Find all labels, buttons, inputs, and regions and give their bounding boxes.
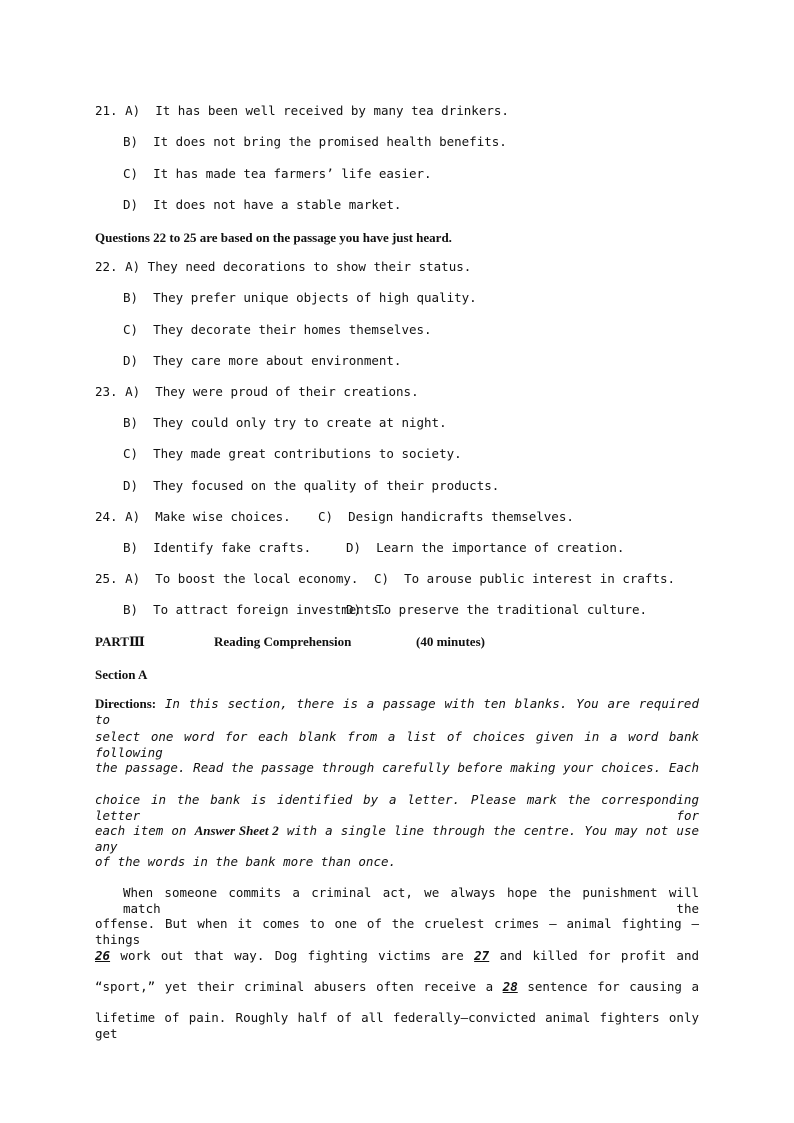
q22-option-d: D) They care more about environment.: [123, 353, 402, 368]
q23-option-d: D) They focused on the quality of their products.: [123, 478, 500, 493]
q23-option-a: 23. A) They were proud of their creations.: [95, 384, 419, 399]
part-time: (40 minutes): [416, 634, 485, 649]
q24-number: 24.: [95, 509, 118, 524]
passage-line-3: 26 work out that way. Dog fighting victims are 27 and killed for profit and: [95, 948, 700, 963]
passage-line-1: When someone commits a criminal act, we always hope the punishment will match the: [123, 885, 699, 916]
answer-sheet-ref: Answer Sheet 2: [194, 823, 279, 838]
blank-27: 27: [474, 948, 490, 963]
directions-line-3: the passage. Read the passage through carefully before making your choices. Each: [95, 760, 699, 775]
directions-line-4: choice in the bank is identified by a letter. Please mark the corresponding letter for: [95, 792, 699, 823]
q22-option-b: B) They prefer unique objects of high quality.: [123, 290, 477, 305]
q23-option-b: B) They could only try to create at night.: [123, 415, 447, 430]
q25-option-b: B) To attract foreign investments.: [123, 602, 387, 617]
q21-option-a: 21. A) It has been well received by many tea drinkers.: [95, 103, 509, 118]
q24-option-d: D) Learn the importance of creation.: [346, 540, 625, 555]
q25-option-d: D) To preserve the traditional culture.: [346, 602, 648, 617]
passage-line-5: lifetime of pain. Roughly half of all federally—convicted animal fighters only get: [95, 1010, 699, 1041]
q22-option-a: 22. A) They need decorations to show their status.: [95, 259, 472, 274]
section-title: Section A: [95, 667, 148, 682]
blank-26: 26: [95, 948, 111, 963]
q22-option-c: C) They decorate their homes themselves.: [123, 322, 432, 337]
part-label: PARTⅢ: [95, 634, 145, 649]
q25-option-c: C) To arouse public interest in crafts.: [374, 571, 676, 586]
passage-line-2: offense. But when it comes to one of the cruelest crimes — animal fighting — things: [95, 916, 699, 947]
directions-label: Directions:: [95, 696, 157, 711]
q23-number: 23.: [95, 384, 118, 399]
q22-number: 22.: [95, 259, 118, 274]
q25-number: 25.: [95, 571, 118, 586]
directions-line-1: Directions: In this section, there is a passage with ten blanks. You are required to: [95, 696, 699, 727]
q21-number: 21.: [95, 103, 118, 118]
q24-option-a: 24. A) Make wise choices.: [95, 509, 291, 524]
directions-line-6: of the words in the bank more than once.: [95, 854, 397, 869]
q23-option-c: C) They made great contributions to society.: [123, 446, 462, 461]
blank-28: 28: [502, 979, 518, 994]
questions-22-25-heading: Questions 22 to 25 are based on the passage you have just heard.: [95, 230, 452, 245]
directions-line-2: select one word for each blank from a list of choices given in a word bank following: [95, 729, 699, 760]
q24-option-c: C) Design handicrafts themselves.: [318, 509, 574, 524]
q24-option-b: B) Identify fake crafts.: [123, 540, 312, 555]
q21-option-b: B) It does not bring the promised health benefits.: [123, 134, 507, 149]
directions-line-5: each item on Answer Sheet 2 with a single line through the centre. You may not use any: [95, 823, 699, 854]
q21-option-d: D) It does not have a stable market.: [123, 197, 402, 212]
q25-option-a: 25. A) To boost the local economy.: [95, 571, 359, 586]
part-title: Reading Comprehension: [214, 634, 352, 649]
passage-line-4: “sport,” yet their criminal abusers often receive a 28 sentence for causing a: [95, 979, 699, 994]
q21-option-c: C) It has made tea farmers’ life easier.: [123, 166, 432, 181]
